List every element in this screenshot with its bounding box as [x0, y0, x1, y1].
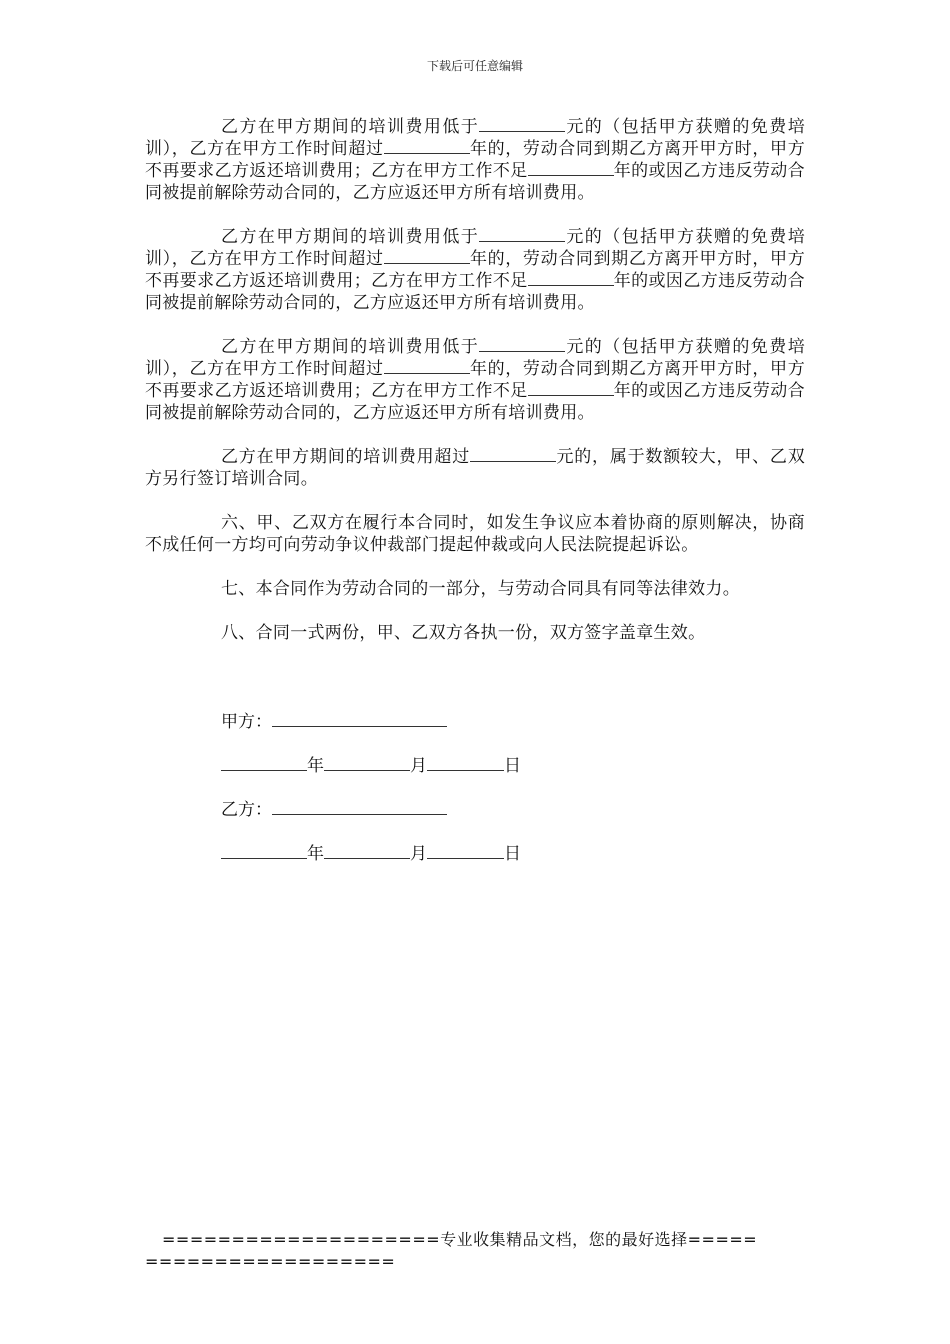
party-b-label: 乙方： — [221, 800, 272, 820]
day-field[interactable] — [427, 755, 504, 771]
clause-legal-effect: 七、本合同作为劳动合同的一部分，与劳动合同具有同等法律效力。 — [221, 579, 740, 599]
blank-field[interactable] — [528, 270, 614, 286]
blank-field[interactable] — [479, 116, 565, 132]
party-b-signature-field[interactable] — [272, 799, 447, 815]
blank-field[interactable] — [479, 336, 565, 352]
blank-field[interactable] — [384, 138, 470, 154]
year-field[interactable] — [221, 755, 307, 771]
blank-field[interactable] — [384, 248, 470, 264]
year-field[interactable] — [221, 843, 307, 859]
clause-text: 年的，劳动合同到期乙方离开甲方时，甲方不再要求乙方返还培训费用；乙方在甲方工作不足 — [145, 139, 805, 181]
clause-text: 乙方在甲方期间的培训费用低于 — [221, 117, 480, 137]
blank-field[interactable] — [528, 160, 614, 176]
blank-field[interactable] — [384, 358, 470, 374]
party-a-date — [221, 755, 521, 777]
party-b-signature — [221, 799, 447, 821]
clause-text: 元的（包括甲方获赠的免费培训），乙方在甲方工作时间超过 — [145, 227, 805, 269]
clause-text: 年的，劳动合同到期乙方离开甲方时，甲方不再要求乙方返还培训费用；乙方在甲方工作不足 — [145, 249, 805, 291]
clause-text: 年的或因乙方违反劳动合同被提前解除劳动合同的，乙方应返还甲方所有培训费用。 — [145, 271, 805, 313]
day-field[interactable] — [427, 843, 504, 859]
clause-training-1 — [145, 116, 805, 204]
party-a-signature-field[interactable] — [272, 711, 447, 727]
clause-text: 元的（包括甲方获赠的免费培训），乙方在甲方工作时间超过 — [145, 117, 805, 159]
clause-dispute: 六、甲、乙双方在履行本合同时，如发生争议应本着协商的原则解决，协商不成任何一方均可向劳动争议仲裁部门提起仲裁或向人民法院提起诉讼。 — [145, 513, 805, 555]
year-label: 年 — [307, 844, 324, 864]
year-label: 年 — [307, 756, 324, 776]
day-label: 日 — [504, 844, 521, 864]
month-label: 月 — [410, 756, 427, 776]
clause-text: 元的（包括甲方获赠的免费培训），乙方在甲方工作时间超过 — [145, 337, 805, 379]
clause-text: 年的或因乙方违反劳动合同被提前解除劳动合同的，乙方应返还甲方所有培训费用。 — [145, 161, 805, 203]
blank-field[interactable] — [470, 446, 556, 462]
document-body — [145, 116, 805, 666]
month-field[interactable] — [324, 843, 410, 859]
clause-text: 乙方在甲方期间的培训费用超过 — [221, 447, 470, 467]
clause-text: 年的，劳动合同到期乙方离开甲方时，甲方不再要求乙方返还培训费用；乙方在甲方工作不足 — [145, 359, 805, 401]
clause-copies: 八、合同一式两份，甲、乙双方各执一份，双方签字盖章生效。 — [221, 623, 706, 643]
clause-text: 乙方在甲方期间的培训费用低于 — [221, 227, 480, 247]
day-label: 日 — [504, 756, 521, 776]
clause-text: 元的，属于数额较大，甲、乙双方另行签订培训合同。 — [145, 447, 805, 489]
footer-line-1: ====================专业收集精品文档，您的最好选择===== — [162, 1230, 758, 1249]
clause-text: 年的或因乙方违反劳动合同被提前解除劳动合同的，乙方应返还甲方所有培训费用。 — [145, 381, 805, 423]
clause-training-3 — [145, 336, 805, 424]
blank-field[interactable] — [479, 226, 565, 242]
party-a-label: 甲方： — [221, 712, 272, 732]
clause-text: 乙方在甲方期间的培训费用低于 — [221, 337, 480, 357]
party-b-date — [221, 843, 521, 865]
clause-training-exceed — [145, 446, 805, 490]
blank-field[interactable] — [528, 380, 614, 396]
page-footer — [145, 1229, 805, 1273]
month-field[interactable] — [324, 755, 410, 771]
page-header: 下载后可任意编辑 — [426, 59, 523, 73]
party-a-signature — [221, 711, 447, 733]
footer-line-2: ================== — [145, 1252, 396, 1271]
clause-training-2 — [145, 226, 805, 314]
month-label: 月 — [410, 844, 427, 864]
